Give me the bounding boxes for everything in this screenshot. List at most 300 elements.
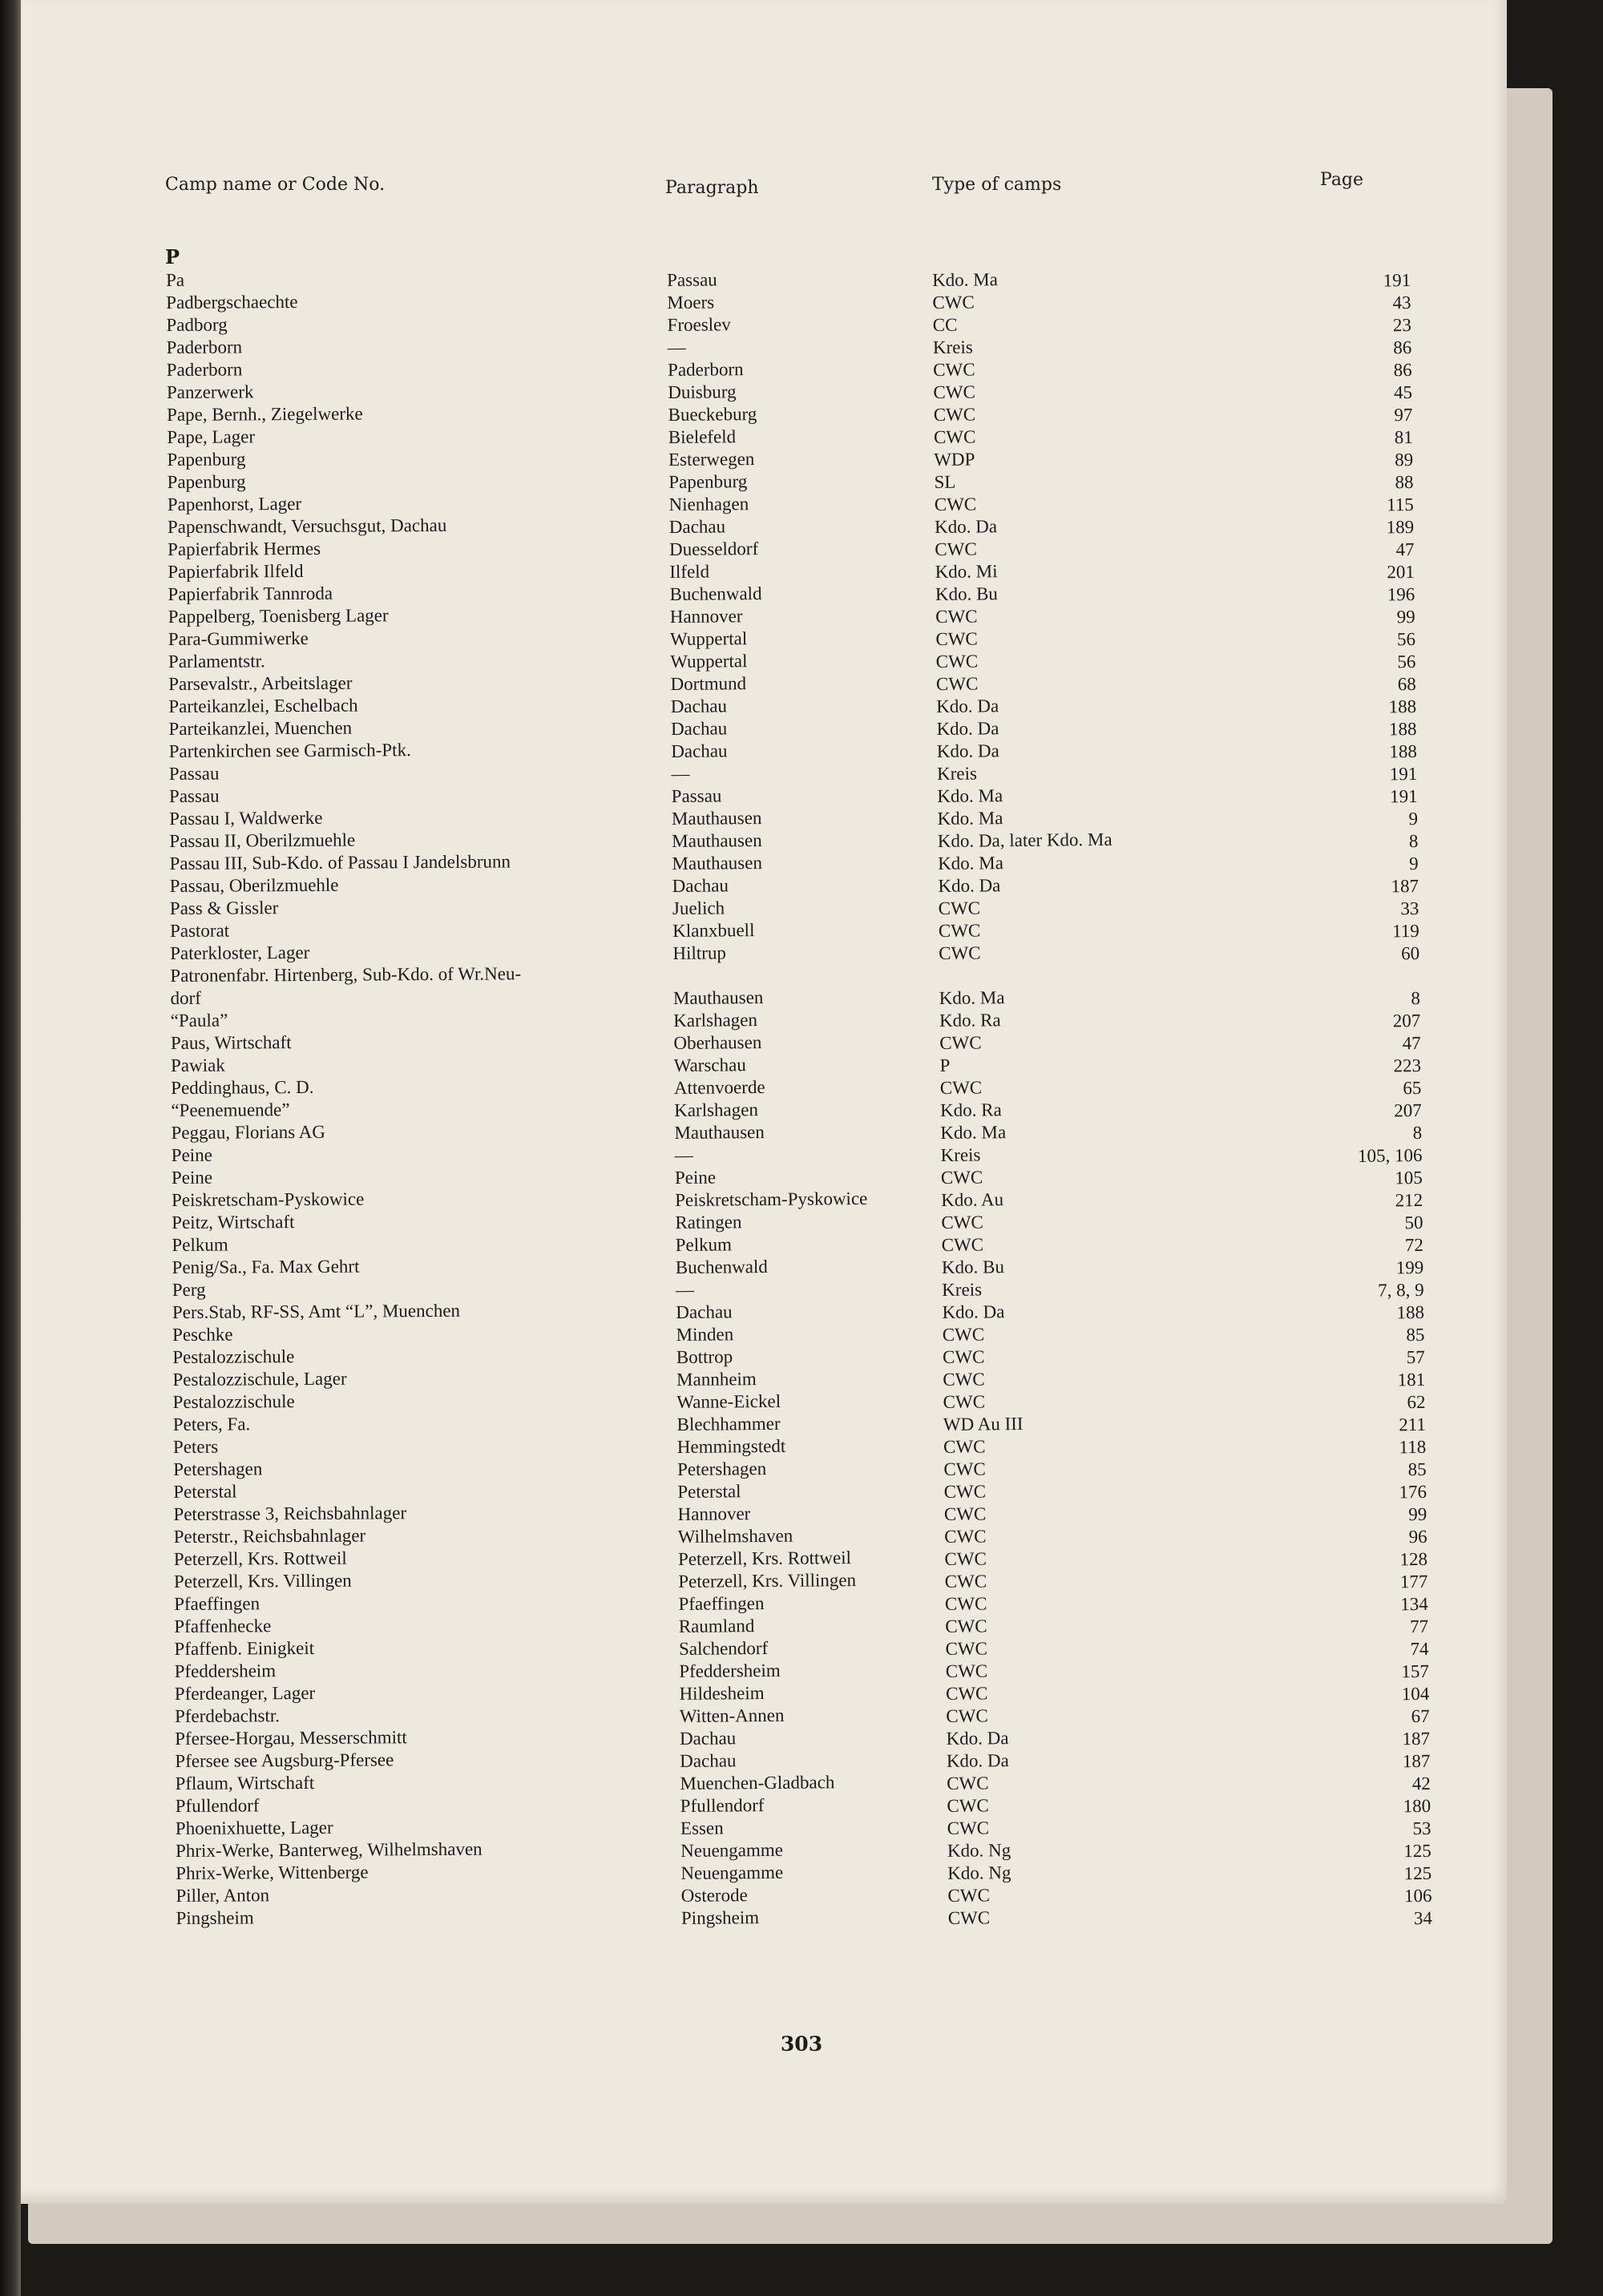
page-ref-entry: 201 [1387,561,1415,583]
camp-type-entry: Kdo. Mi [935,561,998,582]
page-ref-entry: 89 [1394,449,1414,470]
camp-name-entry: Pawiak [170,1055,225,1075]
camp-type-entry: CWC [943,1436,986,1457]
camp-type-entry: CWC [943,1391,986,1412]
page-ref-entry: 180 [1403,1795,1431,1817]
paragraph-entry: Mauthausen [672,829,762,851]
page-ref-entry: 176 [1399,1481,1427,1503]
paragraph-entry: Buchenwald [675,1256,768,1277]
camp-type-entry: WDP [934,449,975,470]
camp-name-entry: Peters [172,1436,219,1457]
page-ref-entry: 191 [1383,269,1411,291]
paragraph-entry: Attenvoerde [673,1076,765,1098]
paragraph-entry: Karlshagen [673,1010,758,1031]
paragraph-entry: Wilhelmshaven [677,1525,793,1547]
book-spine [0,0,21,2296]
paragraph-entry: Hildesheim [679,1683,765,1704]
camp-type-entry: Kdo. Da [936,740,999,761]
camp-type-entry: CWC [940,1167,983,1188]
paragraph-entry: — [676,1279,695,1300]
camp-type-entry: Kdo. Da [942,1301,1005,1322]
page-ref-entry: 72 [1404,1234,1424,1256]
camp-type-entry: CWC [935,606,978,627]
camp-name-entry: Pfeddersheim [174,1660,277,1681]
page-ref-entry: 188 [1388,718,1417,740]
camp-name-entry: Pers.Stab, RF-SS, Amt “L”, Muenchen [172,1300,461,1322]
camp-name-entry: Patronenfabr. Hirtenberg, Sub-Kdo. of Wr.Neu- [170,963,522,986]
page-ref-entry: 115 [1387,494,1415,515]
camp-type-entry: CWC [947,1907,991,1928]
page-ref-entry: 57 [1406,1346,1425,1368]
page-ref-entry: 187 [1391,875,1419,897]
page-ref-entry: 96 [1408,1526,1427,1547]
camp-type-entry: CWC [943,1481,987,1502]
camp-name-entry: Padborg [166,314,228,335]
camp-name-entry: Panzerwerk [166,381,254,402]
camp-type-entry: CWC [938,898,981,918]
camp-name-entry: Parteikanzlei, Eschelbach [168,695,358,716]
camp-name-entry: Pape, Lager [167,426,256,447]
camp-name-entry: Paderborn [166,337,243,357]
camp-name-entry: Parteikanzlei, Muenchen [168,717,353,739]
camp-name-entry: Passau I, Waldwerke [169,807,323,829]
camp-name-entry: Petershagen [173,1459,263,1479]
camp-type-entry: CWC [947,1773,989,1794]
page-ref-entry: 65 [1403,1077,1422,1099]
page-ref-entry [1259,965,1419,990]
page-ref-entry: 23 [1392,314,1412,336]
paragraph-entry: Witten-Annen [679,1705,785,1726]
camp-name-entry: Pestalozzischule, Lager [172,1368,347,1390]
camp-type-entry: CWC [939,942,981,963]
page-ref-entry: 211 [1399,1414,1427,1435]
page-ref-entry: 207 [1394,1100,1422,1121]
camp-name-entry: Peterzell, Krs. Rottweil [173,1547,347,1569]
page-ref-entry: 187 [1402,1728,1431,1749]
paragraph-entry: Dachau [679,1728,737,1749]
page-ref-entry: 177 [1399,1571,1428,1592]
camp-type-entry [939,963,1113,987]
camp-type-entry: CWC [941,1212,983,1233]
camp-name-entry: Pfaeffingen [174,1593,260,1614]
paragraph-entry: Pingsheim [680,1907,760,1928]
paragraph-entry: Muenchen-Gladbach [680,1772,835,1794]
page-ref-entry: 99 [1396,606,1415,627]
page-ref-entry: 85 [1406,1324,1425,1346]
page-ref-entry: 105, 106 [1357,1144,1423,1166]
camp-name-entry: Pferdeanger, Lager [174,1682,316,1704]
camp-name-entry: Papenburg [167,449,246,470]
camp-name-entry: “Paula” [170,1010,228,1031]
page-ref-entry: 97 [1394,404,1413,426]
camp-type-entry: CWC [939,1032,982,1053]
camp-name-entry: Peterstrasse 3, Reichsbahnlager [173,1503,407,1524]
page-ref-entry: 105 [1395,1167,1423,1188]
camp-name-entry: Pape, Bernh., Ziegelwerke [167,403,363,425]
camp-name-entry: Pfullendorf [175,1795,260,1816]
page-ref-entry: 60 [1401,942,1420,964]
camp-name-entry: Peggau, Florians AG [171,1121,325,1143]
page-ref-entry: 45 [1393,381,1413,403]
camp-name-entry: Pfersee see Augsburg-Pfersee [175,1749,394,1771]
camp-name-entry: Peterstr., Reichsbahnlager [173,1525,366,1547]
paragraph-entry: Wuppertal [669,628,748,649]
camp-name-entry: Pferdebachstr. [174,1705,281,1726]
camp-name-entry: Penig/Sa., Fa. Max Gehrt [172,1256,360,1277]
camp-name-entry: Pingsheim [176,1907,254,1928]
camp-name-entry: Peddinghaus, C. D. [171,1076,314,1098]
page-ref-entry: 8 [1408,830,1419,852]
camp-type-entry: CC [932,314,958,335]
paragraph-entry: Hannover [669,606,743,627]
header-type-of-camps: Type of camps [932,175,1062,195]
page-ref-entry: 8 [1412,1122,1423,1144]
paragraph-entry: Peterzell, Krs. Villingen [678,1570,857,1592]
page-ref-entry: 125 [1403,1840,1431,1862]
page-ref-entry: 181 [1397,1369,1426,1390]
paragraph-entry: Duesseldorf [668,539,759,559]
camp-name-entry: Pflaum, Wirtschaft [175,1772,315,1794]
page-ref-entry: 74 [1410,1638,1429,1660]
camp-type-entry: Kdo. Ma [937,853,1004,874]
camp-type-entry: CWC [944,1571,987,1592]
page-ref-entry: 191 [1389,763,1418,785]
page-ref-entry: 86 [1393,337,1412,358]
paragraph-entry: Buchenwald [669,583,762,604]
paragraph-entry: Blechhammer [676,1413,781,1434]
camp-name-entry: Peiskretscham-Pyskowice [172,1188,365,1210]
paragraph-entry: Mauthausen [672,852,762,874]
camp-type-entry: Kdo. Da, later Kdo. Ma [937,829,1112,851]
page-ref-entry: 196 [1387,583,1415,605]
camp-name-entry: Passau [168,785,220,806]
paragraph-entry: Peiskretscham-Pyskowice [675,1188,868,1210]
camp-type-entry: Kdo. Ma [940,1122,1007,1143]
paragraph-entry: Neuengamme [680,1839,784,1861]
camp-type-entry: CWC [935,673,979,694]
page-ref-entry: 53 [1412,1818,1431,1839]
camp-type-entry: CWC [946,1705,988,1726]
paragraph-entry: Bielefeld [668,426,737,447]
page-ref-entry: 187 [1402,1750,1431,1772]
paragraph-entry: Paderborn [667,359,744,380]
paragraph-entry: Passau [671,785,722,806]
page-ref-entry: 188 [1396,1301,1425,1323]
camp-type-entry: CWC [933,426,976,447]
camp-name-entry: Pfaffenhecke [174,1616,272,1636]
paragraph-entry: Dachau [668,516,726,537]
camp-name-entry: Papenschwandt, Versuchsgut, Dachau [167,514,447,537]
page-ref-entry: 56 [1396,628,1416,650]
paragraph-entry: Esterwegen [668,449,755,470]
camp-name-entry: Paderborn [166,359,243,380]
camp-name-entry: Pfaffenb. Einigkeit [174,1637,315,1659]
page-ref-entry: 86 [1393,359,1412,381]
paragraph-entry: Dachau [671,740,728,761]
camp-name-entry: Papierfabrik Ilfeld [168,560,304,582]
header-page: Page [1320,170,1364,190]
camp-name-entry: Parsevalstr., Arbeitslager [168,672,353,694]
paragraph-entry: Wanne-Eickel [676,1390,781,1412]
paragraph-entry: Dachau [672,875,729,896]
camp-type-entry: CWC [939,1077,983,1098]
camp-type-entry: CWC [947,1885,990,1906]
camp-type-entry: P [939,1055,951,1075]
paragraph-entry: Peine [674,1167,717,1188]
paragraph-entry: Mannheim [676,1369,757,1390]
camp-type-entry: Kdo. Ma [937,785,1003,806]
camp-type-entry: CWC [945,1660,988,1681]
camp-type-entry: Kdo. Ng [947,1862,1011,1883]
camp-type-entry: SL [934,471,956,492]
page-ref-entry: 99 [1408,1503,1427,1525]
paragraph-entry: Peterstal [677,1481,741,1502]
page-ref-entry: 81 [1394,426,1413,448]
paragraph-entry: Nienhagen [668,494,749,514]
camp-name-entry: Paterkloster, Lager [170,942,310,963]
camp-type-entry: Kdo. Da [946,1728,1009,1749]
camp-type-entry: CWC [944,1548,987,1569]
page-ref-entry: 68 [1397,673,1416,695]
camp-name-entry: Pelkum [172,1234,228,1255]
camp-type-entry: CWC [945,1616,987,1636]
paragraph-entry: Petershagen [676,1458,767,1479]
camp-name-entry: Pestalozzischule [172,1391,295,1412]
camp-type-entry: Kdo. Da [934,516,998,537]
camp-type-entry: CWC [945,1683,988,1704]
page-number: 303 [780,2032,823,2056]
paragraph-entry: — [667,337,686,357]
camp-type-entry: CWC [944,1526,987,1547]
camp-type-entry: Kdo. Ma [939,987,1005,1008]
camp-type-entry: Kdo. Ma [937,808,1003,829]
camp-name-entry: Parlamentstr. [168,651,265,672]
camp-name-entry: Paus, Wirtschaft [170,1032,292,1053]
camp-name-entry: Peterzell, Krs. Villingen [173,1570,352,1592]
page-ref-entry: 67 [1411,1705,1430,1727]
paragraph-entry: Pelkum [675,1234,733,1255]
paragraph-entry: Dachau [680,1750,737,1771]
camp-type-entry: CWC [942,1324,985,1345]
camp-type-entry: CWC [943,1369,985,1390]
camp-name-entry: Passau [168,763,220,784]
page-ref-entry: 56 [1397,651,1416,672]
page-ref-entry: 88 [1395,471,1414,493]
header-camp-name: Camp name or Code No. [165,175,386,195]
paragraph-entry: Moers [667,292,715,313]
camp-name-entry: Phrix-Werke, Wittenberge [176,1862,369,1883]
paragraph-column [667,268,874,1930]
camp-type-entry: Kreis [940,1144,981,1165]
page-ref-entry: 85 [1407,1459,1427,1480]
camp-name-entry: Papierfabrik Tannroda [168,583,333,604]
camp-name-column [166,267,527,1930]
paragraph-entry: Dachau [670,696,728,716]
camp-type-entry: Kreis [942,1279,983,1300]
paragraph-entry: Bottrop [676,1346,733,1367]
page-ref-entry: 77 [1410,1616,1429,1637]
section-letter: P [165,245,180,268]
camp-type-entry: Kreis [936,763,977,784]
camp-name-entry: Pestalozzischule [172,1346,295,1367]
camp-name-entry: Padbergschaechte [166,291,298,313]
paragraph-entry: — [674,1144,693,1165]
page-ref-entry: 47 [1395,539,1415,560]
paragraph-entry: Bueckeburg [668,404,757,425]
page-ref-entry: 128 [1399,1548,1428,1570]
camp-type-entry: Kdo. Bu [941,1257,1005,1277]
camp-name-entry: Para-Gummiwerke [168,627,309,649]
page-ref-entry: 191 [1389,785,1418,807]
page-ref-entry: 207 [1392,1010,1421,1031]
page-ref-entry: 33 [1400,898,1419,919]
camp-type-entry: CWC [934,494,977,514]
page-ref-entry: 42 [1411,1773,1431,1794]
camp-name-entry: Peterstal [173,1481,237,1502]
camp-type-entry: WD Au III [943,1413,1024,1434]
page-ref-entry: 8 [1411,987,1421,1009]
paragraph-entry: Pfeddersheim [679,1660,781,1681]
paragraph-entry: Papenburg [668,471,748,492]
camp-name-entry: “Peenemuende” [171,1100,290,1120]
header-paragraph: Paragraph [665,178,759,198]
camp-type-entry: Kdo. Bu [935,583,998,604]
paragraph-entry: Warschau [673,1055,746,1075]
paragraph-entry: Pfaeffingen [678,1593,765,1614]
camp-type-entry: Kdo. Da [936,696,999,716]
camp-type-entry: CWC [933,404,976,425]
camp-name-entry: Phoenixhuette, Lager [175,1817,333,1838]
page-ref-entry: 188 [1389,740,1418,762]
camp-name-entry: Pfersee-Horgau, Messerschmitt [175,1727,407,1749]
page-ref-entry: 134 [1400,1593,1428,1615]
camp-type-entry: Kdo. Ra [939,1010,1001,1031]
camp-type-entry: Kdo. Au [941,1189,1004,1210]
page-ref-entry: 62 [1407,1391,1426,1413]
paragraph-entry: Mauthausen [672,987,764,1008]
page-ref-entry: 188 [1388,696,1417,717]
paragraph-entry: Neuengamme [680,1862,784,1883]
camp-type-entry: CWC [943,1503,987,1524]
camp-type-entry: CWC [935,628,978,649]
page-ref-entry: 34 [1413,1907,1433,1929]
camp-type-entry: Kdo. Ng [947,1840,1011,1861]
paragraph-entry: Mauthausen [671,807,762,829]
paragraph-entry: Osterode [680,1885,748,1906]
paragraph-entry: Raumland [678,1616,755,1636]
camp-type-entry: Kdo. Ra [939,1100,1002,1120]
page-ref-entry: 9 [1408,808,1419,829]
paragraph-entry: Ratingen [675,1212,742,1233]
camp-name-entry: Pa [166,269,185,290]
paragraph-entry: Dachau [670,718,728,739]
paragraph-entry: Mauthausen [674,1121,765,1143]
camp-name-entry: Passau II, Oberilzmuehle [169,829,356,851]
paragraph-entry: Karlshagen [674,1100,759,1120]
page-ref-entry: 9 [1409,853,1419,874]
paragraph-entry: Klanxbuell [672,920,755,941]
camp-name-entry: Peschke [172,1324,233,1345]
camp-name-entry: dorf [170,987,201,1008]
page-ref-entry: 106 [1403,1885,1432,1907]
paragraph-entry: — [671,763,690,784]
camp-type-entry: CWC [938,920,981,941]
camp-name-entry: Pastorat [169,920,230,941]
paragraph-entry: Juelich [672,898,725,918]
camp-name-entry: Peitz, Wirtschaft [172,1212,295,1233]
page-ref-entry: 47 [1402,1032,1421,1054]
paragraph-entry: Duisburg [668,381,737,402]
camp-name-entry: Partenkirchen see Garmisch-Ptk. [168,740,411,761]
paragraph-entry: Dachau [676,1301,733,1322]
paragraph-entry [673,963,866,987]
camp-name-entry: Piller, Anton [176,1885,270,1906]
camp-name-entry: Passau III, Sub-Kdo. of Passau I Jandelsbrunn [169,851,511,874]
camp-name-entry: Pass & Gissler [169,898,279,918]
page-ref-entry: 118 [1399,1436,1427,1458]
paragraph-entry: Peterzell, Krs. Rottweil [677,1547,852,1569]
camp-type-entry: Kdo. Da [938,875,1001,896]
camp-type-entry: CWC [942,1346,985,1367]
camp-name-entry: Pappelberg, Toenisberg Lager [168,605,389,627]
page-ref-entry: 189 [1386,516,1415,538]
page-ref-entry: 157 [1401,1660,1430,1682]
camp-type-entry: CWC [947,1818,990,1838]
paragraph-entry: Hiltrup [672,942,727,963]
camp-name-entry: Papierfabrik Hermes [168,538,321,559]
camp-name-entry: Papenburg [167,471,246,492]
paragraph-entry: Salchendorf [678,1637,769,1659]
page-ref-column [1250,269,1432,1931]
paragraph-entry: Ilfeld [669,561,710,582]
page-ref-entry: 7, 8, 9 [1378,1279,1424,1301]
page-ref-entry: 119 [1391,920,1419,942]
camp-name-entry: Peine [171,1167,213,1188]
page-ref-entry: 104 [1401,1683,1430,1705]
camp-type-entry: CWC [933,381,975,402]
camp-type-entry: CWC [932,292,975,313]
camp-name-entry: Peine [171,1144,212,1165]
page-ref-entry: 43 [1392,292,1411,313]
paragraph-entry: Dortmund [670,673,747,694]
camp-type-entry: CWC [935,539,977,559]
camp-name-entry: Phrix-Werke, Banterweg, Wilhelmshaven [175,1838,483,1861]
camp-type-entry: CWC [941,1234,984,1255]
camp-type-entry: CWC [943,1459,986,1479]
paragraph-entry: Passau [667,269,717,290]
paragraph-entry: Essen [680,1818,724,1838]
camp-type-entry: CWC [945,1638,988,1659]
page-ref-entry: 199 [1395,1257,1424,1278]
camp-name-entry: Peters, Fa. [172,1414,251,1434]
page-ref-entry: 125 [1403,1862,1432,1884]
paragraph-entry: Hannover [677,1503,751,1524]
paragraph-entry: Oberhausen [673,1032,762,1053]
type-column [932,268,1123,1930]
camp-type-entry: Kdo. Ma [932,269,999,290]
paragraph-entry: Hemmingstedt [676,1435,786,1457]
camp-type-entry: CWC [947,1795,989,1816]
paragraph-entry: Minden [676,1324,734,1345]
camp-name-entry: Perg [172,1279,206,1300]
page-ref-entry: 212 [1395,1189,1423,1211]
paragraph-entry: Wuppertal [670,651,748,672]
camp-name-entry: Passau, Oberilzmuehle [169,874,339,896]
camp-name-entry: Papenhorst, Lager [167,493,302,514]
camp-type-entry: CWC [944,1593,987,1614]
camp-type-entry: Kreis [932,337,973,357]
paragraph-entry: Pfullendorf [680,1795,765,1816]
